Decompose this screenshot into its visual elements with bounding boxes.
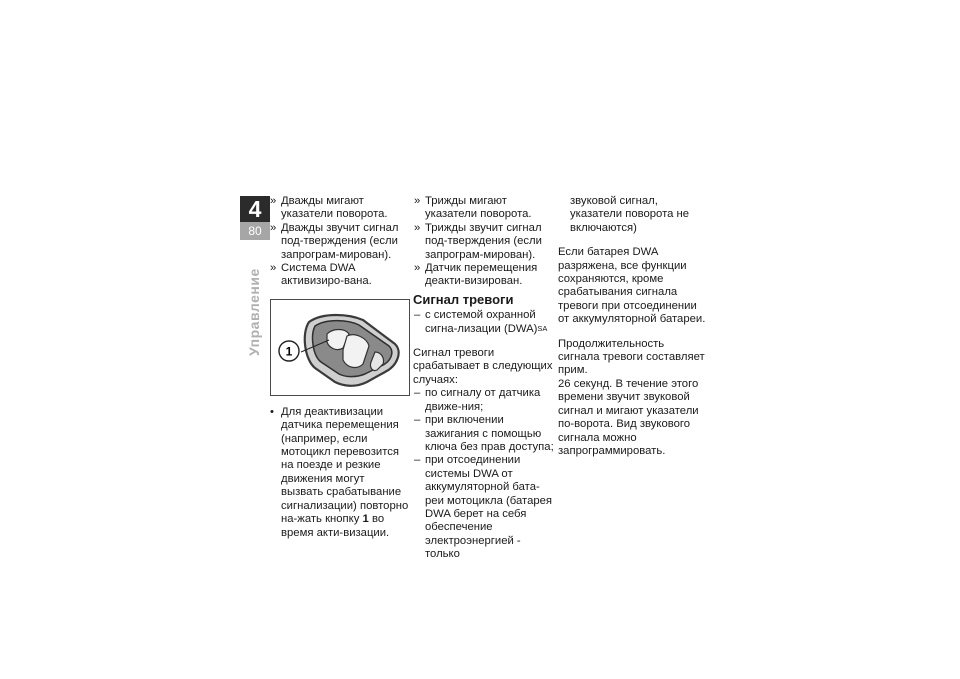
condition-item [413, 309, 556, 336]
bullet-button-ref: 1 [362, 513, 369, 526]
list-item-text: Трижды мигают указатели поворота. [425, 195, 532, 221]
arrow-marker: » [414, 195, 421, 207]
arrow-marker: » [414, 221, 421, 234]
dash-marker: – [414, 454, 421, 467]
duration-paragraph-b: 26 секунд. В течение этого времени звучит звуковой сигнал и мигают указатели по-ворота. Вид звукового сигнала можно запрограммировать. [558, 377, 699, 457]
list-item [413, 387, 556, 414]
list-item-text: Дважды мигают указатели поворота. [281, 195, 388, 221]
arrow-marker: » [270, 195, 277, 207]
duration-paragraph-a: Продолжительность сигнала тревоги составляет прим. [558, 337, 705, 377]
key-fob-illustration [271, 300, 409, 395]
bullet-item [269, 406, 409, 540]
list-item-text: Дважды звучит сигнал под-тверждения (если запрограм-мирован). [281, 221, 399, 261]
list-item-text: Трижды звучит сигнал под-тверждения (если запрограм-мирован). [425, 221, 542, 261]
list-item-text: Система DWA активизиро-вана. [281, 262, 372, 288]
column-2 [413, 195, 556, 562]
figure-callout: 1 [285, 344, 293, 359]
arrow-marker: » [414, 262, 421, 275]
section-heading: Сигнал тревоги [413, 291, 514, 307]
arrow-marker: » [270, 221, 277, 234]
list-item [269, 195, 409, 222]
list-item [269, 222, 409, 262]
list-item [413, 454, 556, 561]
condition-text: с системой охранной сигна-лизации (DWA) [425, 309, 538, 335]
chapter-tab [240, 196, 270, 240]
bullet-text-after: во время акти-визации. [281, 513, 390, 539]
dash-marker: – [414, 309, 421, 322]
list-item [413, 195, 556, 222]
key-fob-figure [270, 299, 410, 396]
bullet-marker: • [270, 405, 274, 418]
column-1 [269, 195, 409, 540]
sa-superscript: SA [537, 323, 548, 333]
section-title: Управление [246, 268, 262, 356]
list-item [413, 262, 556, 289]
list-item-text: Датчик перемещения деакти-визирован. [425, 262, 538, 288]
dash-marker: – [414, 414, 421, 427]
list-item [269, 262, 409, 289]
battery-paragraph: Если батарея DWA разряжена, все функции сохраняются, кроме срабатывания сигнала тревоги при отсоединении от аккумуляторной батареи. [558, 246, 706, 326]
list-item-text: по сигналу от датчика движе-ния; [425, 387, 541, 413]
list-item [413, 414, 556, 454]
page-number: 80 [240, 222, 270, 240]
bullet-text-before: Для деактивизации датчика перемещения (например, если мотоцикл перевозится на поезде и резкие движения могут вызвать срабатывание сигнализации) повторно на-жать кнопку [281, 405, 409, 526]
list-item-text: при отсоединении системы DWA от аккумуляторной бата-реи мотоцикла (батарея DWA берет на себя обеспечение электроэнергией - только [425, 454, 553, 561]
dash-marker: – [414, 387, 421, 400]
chapter-number: 4 [240, 196, 270, 222]
intro-paragraph: Сигнал тревоги срабатывает в следующих случаях: [413, 347, 553, 386]
column-3 [558, 195, 708, 458]
list-item [413, 222, 556, 262]
continuation-text: звуковой сигнал, указатели поворота не включаются) [570, 195, 690, 234]
list-item-text: при включении зажигания с помощью ключа без прав доступа; [425, 414, 554, 453]
arrow-marker: » [270, 262, 277, 275]
